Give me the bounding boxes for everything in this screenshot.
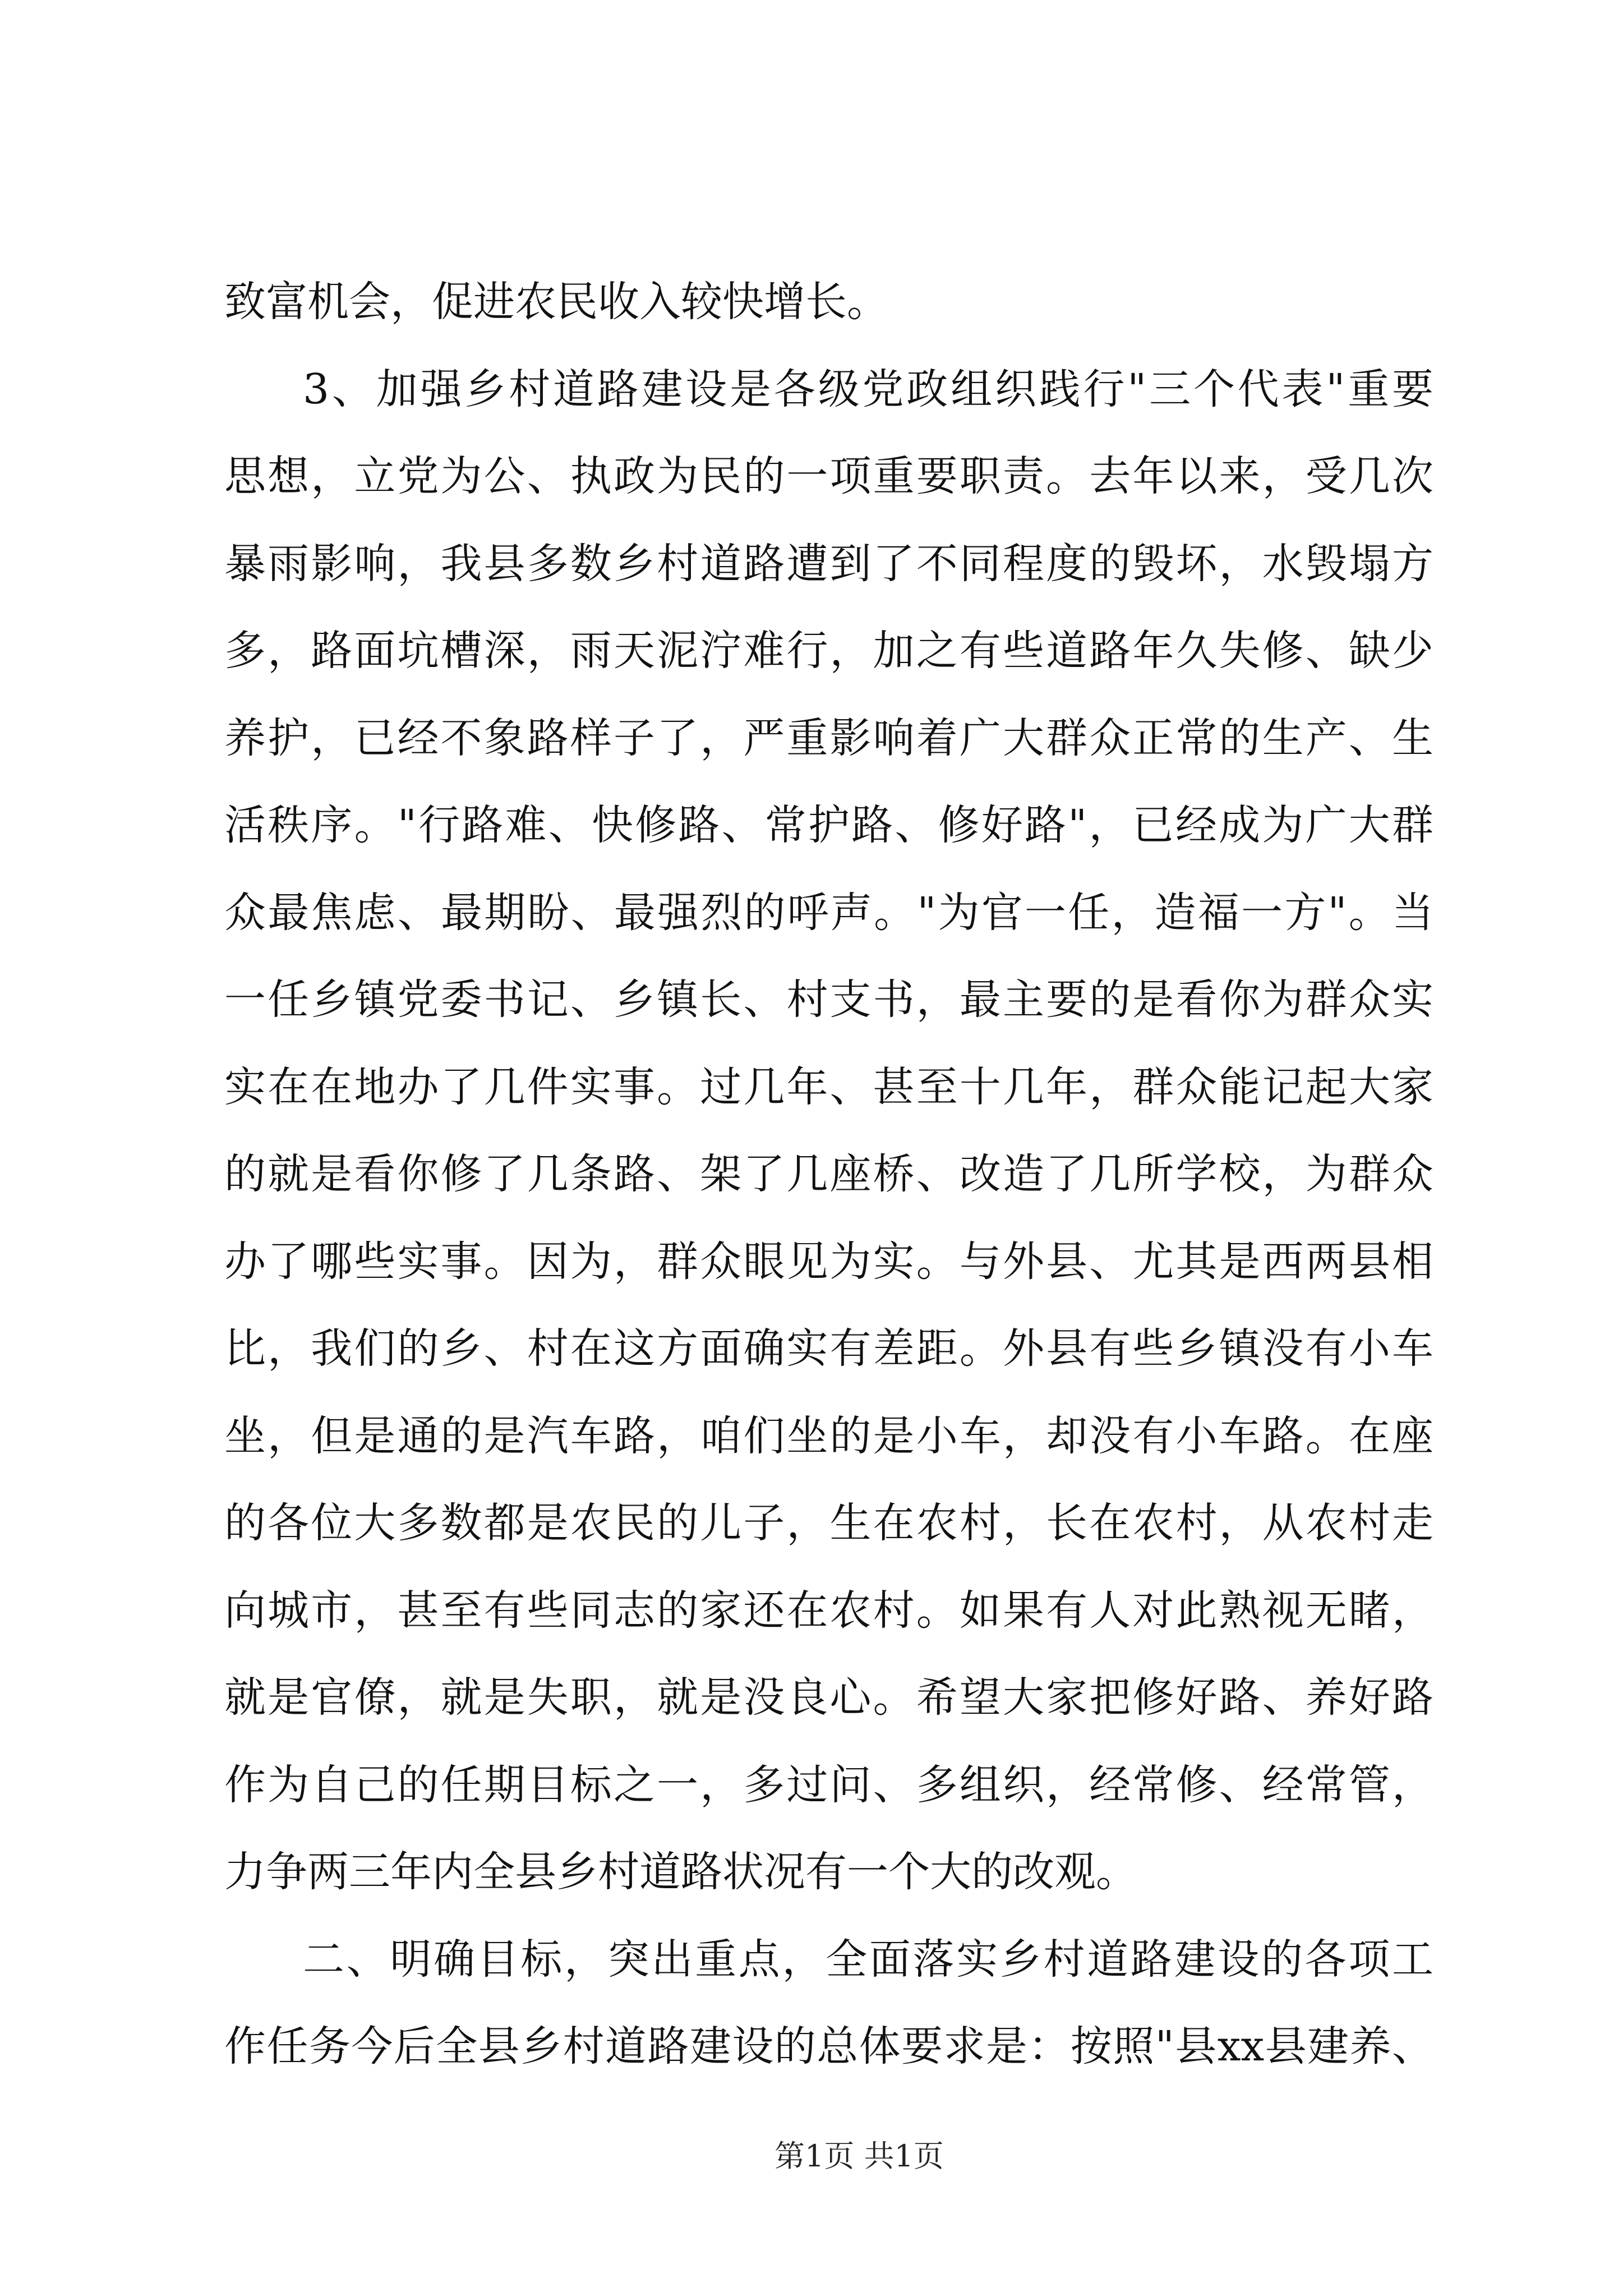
paragraph-line: 作任务今后全县乡村道路建设的总体要求是：按照"县xx县建养、 bbox=[224, 2022, 1433, 2070]
paragraph-line: 办了哪些实事。因为，群众眼见为实。与外县、尤其是西两县相 bbox=[224, 1237, 1433, 1286]
page-number-footer: 第1页 共1页 bbox=[774, 2138, 944, 2174]
paragraph-line: 养护，已经不象路样子了，严重影响着广大群众正常的生产、生 bbox=[224, 714, 1433, 762]
paragraph-line: 就是官僚，就是失职，就是没良心。希望大家把修好路、养好路 bbox=[224, 1673, 1433, 1722]
paragraph-line: 活秩序。"行路难、快修路、常护路、修好路"，已经成为广大群 bbox=[224, 801, 1433, 849]
paragraph-line: 思想，立党为公、执政为民的一项重要职责。去年以来，受几次 bbox=[224, 452, 1433, 500]
paragraph-line: 力争两三年内全县乡村道路状况有一个大的改观。 bbox=[224, 1848, 1137, 1896]
paragraph-line: 暴雨影响，我县多数乡村道路遭到了不同程度的毁坏，水毁塌方 bbox=[224, 539, 1433, 588]
paragraph-line: 比，我们的乡、村在这方面确实有差距。外县有些乡镇没有小车 bbox=[224, 1324, 1433, 1373]
paragraph-line: 致富机会，促进农民收入较快增长。 bbox=[224, 278, 888, 326]
paragraph-line: 的各位大多数都是农民的儿子，生在农村，长在农村，从农村走 bbox=[224, 1499, 1433, 1547]
paragraph-line: 向城市，甚至有些同志的家还在农村。如果有人对此熟视无睹， bbox=[224, 1586, 1433, 1635]
paragraph-line: 坐，但是通的是汽车路，咱们坐的是小车，却没有小车路。在座 bbox=[224, 1411, 1433, 1460]
paragraph-line: 实在在地办了几件实事。过几年、甚至十几年，群众能记起大家 bbox=[224, 1062, 1433, 1111]
paragraph-line: 多，路面坑槽深，雨天泥泞难行，加之有些道路年久失修、缺少 bbox=[224, 627, 1433, 675]
paragraph-line: 的就是看你修了几条路、架了几座桥、改造了几所学校，为群众 bbox=[224, 1150, 1433, 1198]
paragraph-line: 众最焦虑、最期盼、最强烈的呼声。"为官一任，造福一方"。当 bbox=[224, 888, 1433, 937]
paragraph-line: 3、加强乡村道路建设是各级党政组织践行"三个代表"重要 bbox=[303, 365, 1433, 413]
paragraph-line: 一任乡镇党委书记、乡镇长、村支书，最主要的是看你为群众实 bbox=[224, 976, 1433, 1024]
paragraph-line: 作为自己的任期目标之一，多过问、多组织，经常修、经常管， bbox=[224, 1760, 1433, 1809]
section-heading-line: 二、明确目标，突出重点，全面落实乡村道路建设的各项工 bbox=[303, 1935, 1433, 1984]
document-body bbox=[224, 259, 1433, 2091]
